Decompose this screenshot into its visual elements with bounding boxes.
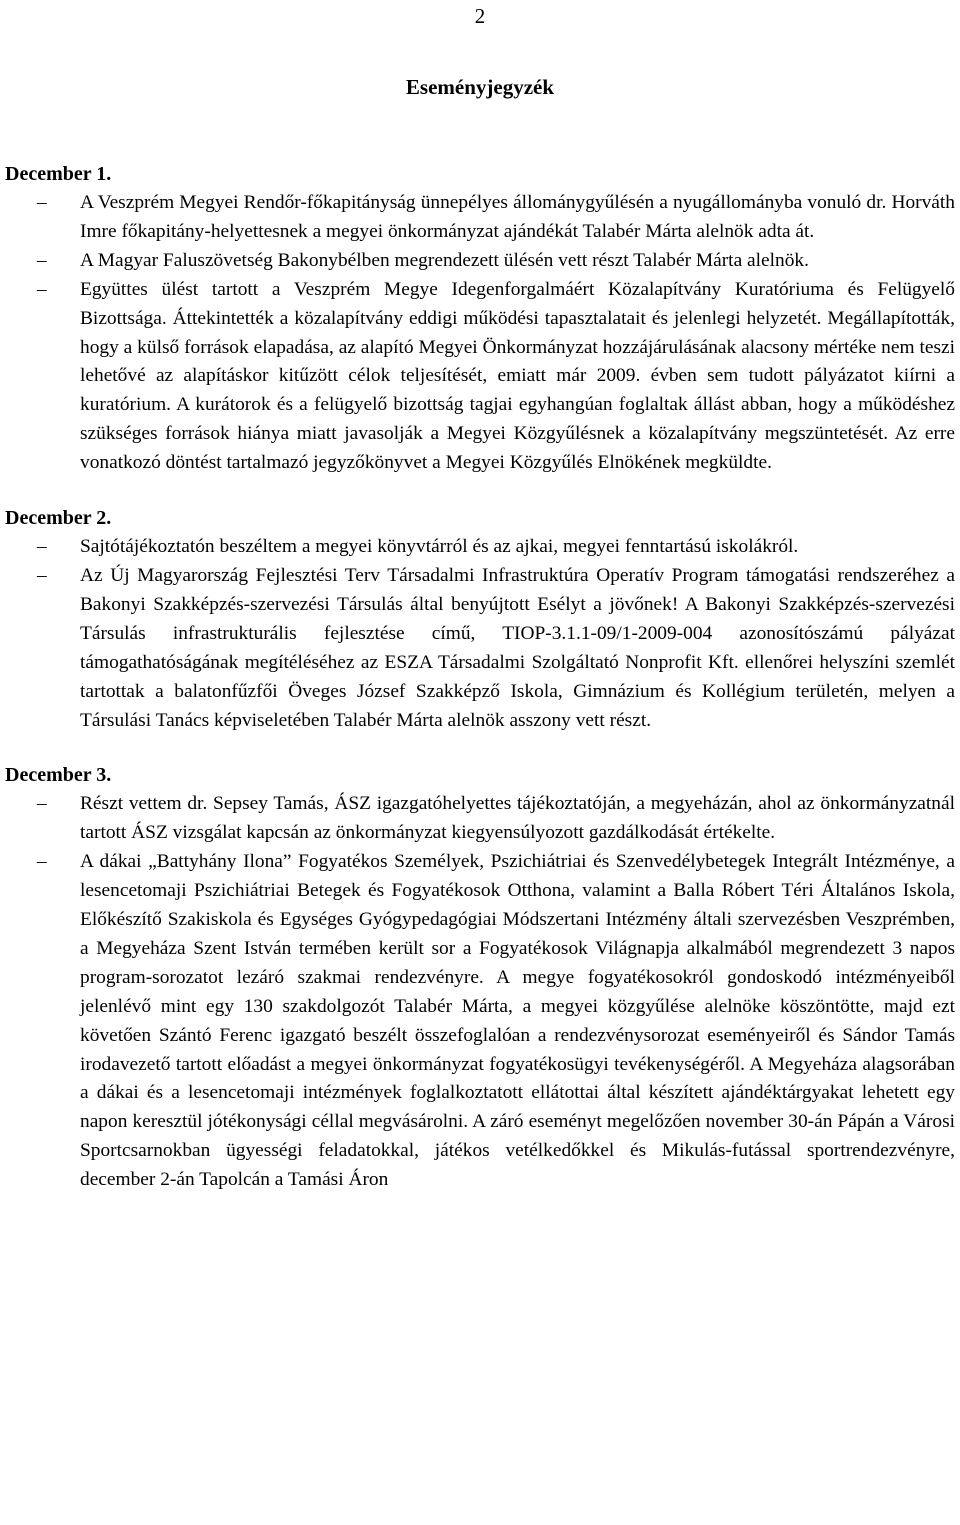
entry-text: A Veszprém Megyei Rendőr-főkapitányság ünnepélyes állománygyűlésén a nyugállományba vonuló dr. Horváth Imre főkapitány-helyettesnek a megyei önkormányzat ajándékát Talabér Márta alelnök adta át. <box>80 192 955 242</box>
entry-text: Az Új Magyarország Fejlesztési Terv Társadalmi Infrastruktúra Operatív Program támogatási rendszeréhez a Bakonyi Szakképzés-szervezési Társulás által benyújtott Esélyt a jövőnek! A Bakonyi Szakképzés-szervezési Társulás infrastrukturális fejlesztése című, TIOP-3.1.1-09/1-2009-004 azonosítószámú pályázat támogathatóságának megítéléséhez az ESZA Társadalmi Szolgáltató Nonprofit Kft. ellenőrei helyszíni szemlét tartottak a balatonfűzfői Öveges József Szakképző Iskola, Gimnázium és Kollégium területén, melyen a Társulási Tanács képviseletében Talabér Márta alelnök asszony vett részt. <box>80 564 955 731</box>
document-title: Eseményjegyzék <box>405 75 555 99</box>
date-heading: December 2. <box>5 507 112 530</box>
dash-bullet: – <box>37 192 47 213</box>
entry-list <box>5 533 955 735</box>
list-item <box>5 247 955 276</box>
list-item <box>5 848 955 1195</box>
list-item <box>5 790 955 848</box>
page-number: 2 <box>474 4 486 28</box>
dash-bullet: – <box>37 278 47 300</box>
entry-text: Részt vettem dr. Sepsey Tamás, ÁSZ igazgatóhelyettes tájékoztatóján, a megyeházán, ahol az önkormányzatnál tartott ÁSZ vizsgálat kapcsán az önkormányzat kiegyensúlyozott gazdálkodását értékelte. <box>80 793 955 844</box>
entry-text: Sajtótájékoztatón beszéltem a megyei könyvtárról és az ajkai, megyei fenntartású iskolákról. <box>80 536 799 558</box>
date-heading: December 3. <box>5 764 112 787</box>
dash-bullet: – <box>37 564 47 586</box>
section-december-2 <box>5 504 955 735</box>
entry-list <box>5 790 955 1195</box>
list-item <box>5 533 955 562</box>
date-heading: December 1. <box>5 163 112 185</box>
section-spacer <box>5 735 955 761</box>
list-item <box>5 189 955 247</box>
document-body <box>5 160 955 1195</box>
section-december-1 <box>5 160 955 478</box>
section-spacer <box>5 478 955 504</box>
dash-bullet: – <box>37 536 47 558</box>
entry-text: A Magyar Faluszövetség Bakonybélben megrendezett ülésén vett részt Talabér Márta alelnök. <box>80 249 809 271</box>
dash-bullet: – <box>37 249 47 271</box>
entry-text: A dákai „Battyhány Ilona” Fogyatékos Személyek, Pszichiátriai és Szenvedélybetegek Integrált Intézménye, a lesencetomaji Pszichiátriai Betegek és Fogyatékosok Otthona, valamint a Balla Róbert Téri Általános Iskola, Előkészítő Szakiskola és Egységes Gyógypedagógiai Módszertani Intézmény általi szervezésben Veszprémben, a Megyeháza Szent István termében került sor a Fogyatékosok Világnapja alkalmából megrendezett 3 napos program-sorozatot lezáró szakmai rendezvényre. A megye fogyatékosokról gondoskodó intézményeiből jelenlévő mint egy 130 szakdolgozót Talabér Márta, a megyei közgyűlése alelnöke köszöntötte, majd ezt követően Szántó Ferenc igazgató beszélt összefoglalóan a rendezvénysorozat eseményeiről és Sándor Tamás irodavezető tartott előadást a megyei önkormányzat fogyatékosügyi tevékenységéről. A Megyeháza alagsorában a dákai és a lesencetomaji intézmények foglalkoztatott ellátottai által készített ajándéktárgyakat lehetett egy napon keresztül jótékonysági céllal megvásárolni. A záró eseményt megelőzően november 30-án Pápán a Városi Sportcsarnokban ügyességi feladatokkal, játékos vetélkedőkkel és Mikulás-futással sportrendezvényre, december 2-án Tapolcán a Tamási Áron <box>80 851 955 1191</box>
list-item <box>5 276 955 478</box>
section-december-3 <box>5 761 955 1195</box>
entry-text: Együttes ülést tartott a Veszprém Megye Idegenforgalmáért Közalapítvány Kuratóriuma és Felügyelő Bizottsága. Áttekintették a közalapítvány eddigi működési tapasztalatait és jelenlegi helyzetét. Megállapították, hogy a külső források elapadása, az alapító Megyei Önkormányzat hozzájárulásának alacsony mértéke nem teszi lehetővé az alapításkor kitűzött célok teljesítését, emiatt már 2009. évben sem tudott pályázatot kiírni a kuratórium. A kurátorok és a felügyelő bizottság tagjai egyhangúan foglaltak állást abban, hogy a működéshez szükséges források hiánya miatt javasolják a Megyei Közgyűlésnek a közalapítvány megszüntetését. Az erre vonatkozó döntést tartalmazó jegyzőkönyvet a Megyei Közgyűlés Elnökének megküldte. <box>80 278 955 474</box>
list-item <box>5 562 955 735</box>
dash-bullet: – <box>37 851 47 873</box>
dash-bullet: – <box>37 793 47 815</box>
entry-list <box>5 189 955 478</box>
